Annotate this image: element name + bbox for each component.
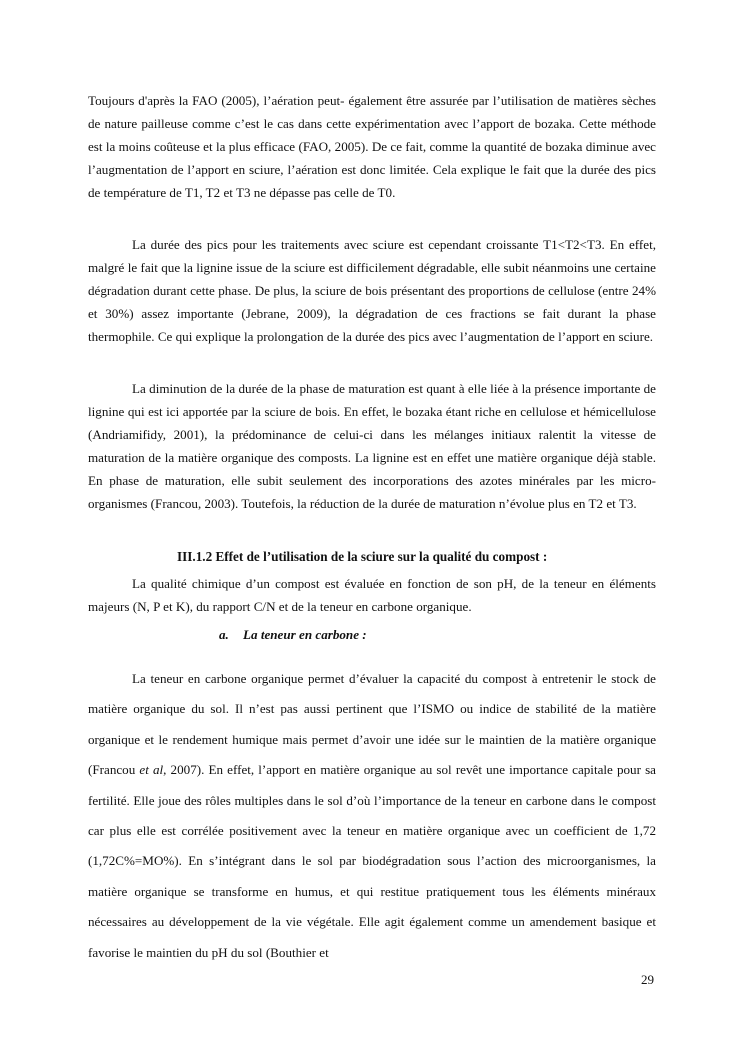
paragraph-carbon-part2: , 2007). En effet, l’apport en matière organique au sol revêt une importance capitale pour sa fertilité. Elle joue des rôles multiples dans le sol d’où l’importance de la teneur en carbone dans le compost car plus elle est corrélée positivement avec la teneur en matière organique avec un coefficient de 1,72 (1,72C%=MO%). En s’intégrant dans le sol par biodégradation sous l’action des microorganismes, la matière organique se transforme en humus, et qui restitue pratiquement tous les éléments minéraux nécessaires au développement de la vie végétale. Elle agit également comme un amendement basique et favorise le maintien du pH du sol (Bouthier et bbox=[88, 762, 656, 960]
paragraph-maturation: La diminution de la durée de la phase de maturation est quant à elle liée à la présence importante de lignine qui est ici apportée par la sciure de bois. En effet, le bozaka étant riche en cellulose et hémicellulose (Andriamifidy, 2001), la prédominance de celui-ci dans les mélanges initiaux ralentit la vitesse de maturation de la matière organique des composts. La lignine est en effet une matière organique déjà stable. En phase de maturation, elle subit seulement des incorporations des azotes minérales par les micro-organismes (Francou, 2003). Toutefois, la réduction de la durée de maturation n’évolue plus en T2 et T3. bbox=[88, 381, 656, 511]
citation-et-al: et al bbox=[139, 762, 164, 778]
subsection-number: a. bbox=[219, 627, 229, 642]
paragraph-carbon-content bbox=[88, 664, 656, 968]
page-number: 29 bbox=[641, 972, 655, 987]
subsection-title: La teneur en carbone : bbox=[243, 627, 367, 642]
paragraph-peak-duration: La durée des pics pour les traitements avec sciure est cependant croissante T1<T2<T3. En effet, malgré le fait que la lignine issue de la sciure est difficilement dégradable, elle subit néanmoins une certaine dégradation durant cette phase. De plus, la sciure de bois présentant des proportions de cellulose (entre 24% et 30%) assez importante (Jebrane, 2009), la dégradation de ces fractions se fait durant la phase thermophile. Ce qui explique la prolongation de la durée des pics avec l’augmentation de l’apport en sciure. bbox=[88, 237, 656, 344]
subsection-heading bbox=[219, 627, 367, 643]
paragraph-chemical-quality: La qualité chimique d’un compost est évaluée en fonction de son pH, de la teneur en éléments majeurs (N, P et K), du rapport C/N et de la teneur en carbone organique. bbox=[88, 576, 656, 614]
paragraph-carbon-part1: La teneur en carbone organique permet d’évaluer la capacité du compost à entretenir le stock de matière organique du sol. Il n’est pas aussi pertinent que l’ISMO ou indice de stabilité de la matière organique et le rendement humique mais permet d’avoir une idée sur le maintien de la matière organique (Francou bbox=[88, 671, 656, 778]
section-heading: III.1.2 Effet de l’utilisation de la sciure sur la qualité du compost : bbox=[177, 549, 548, 564]
paragraph-aeration: Toujours d'après la FAO (2005), l’aération peut- également être assurée par l’utilisation de matières sèches de nature pailleuse comme c’est le cas dans cette expérimentation avec l’apport de bozaka. Cette méthode est la moins coûteuse et la plus efficace (FAO, 2005). De ce fait, comme la quantité de bozaka diminue avec l’augmentation de l’apport en sciure, l’aération est donc limitée. Cela explique le fait que la durée des pics de température de T1, T2 et T3 ne dépasse pas celle de T0. bbox=[88, 93, 656, 200]
